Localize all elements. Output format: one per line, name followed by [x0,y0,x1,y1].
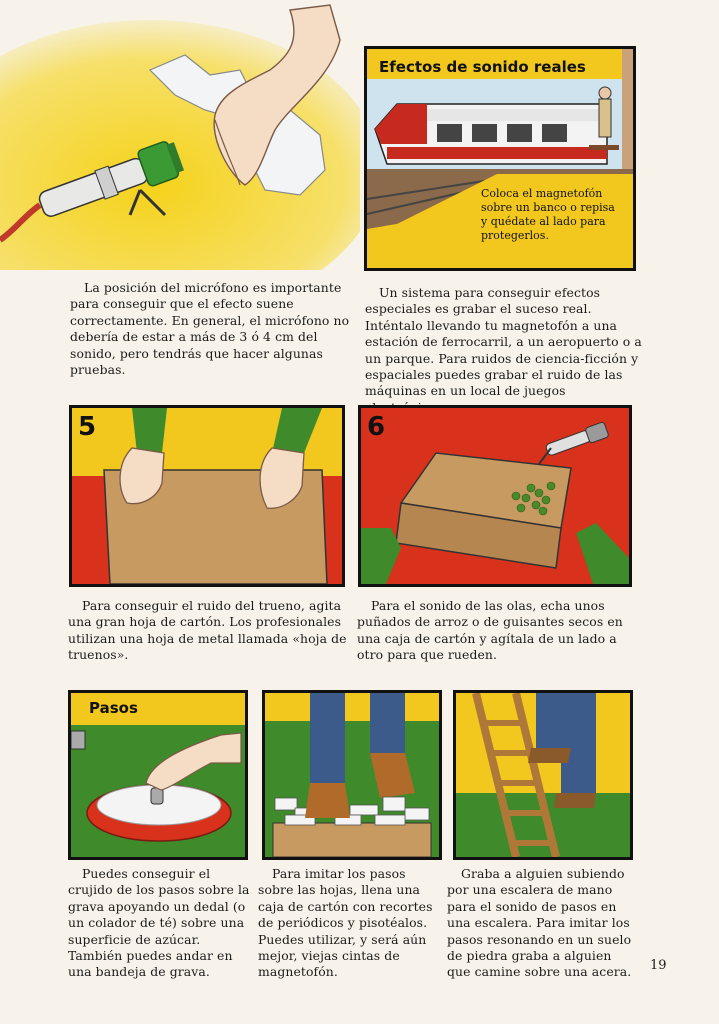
step6-paragraph: Para el sonido de las olas, echa unos puñados de arroz o de guisantes secos en una caja de cartón y agítala de un lado a otro para que rueden. [357,598,623,663]
step6-number: 6 [367,412,386,442]
steps-paragraph-gravel: Puedes conseguir el crujido de los pasos sobre la grava apoyando un dedal (o un colador de té) sobre una superficie de azúcar. También puedes andar en una bandeja de grava. [68,866,250,980]
step6-panel [358,405,632,587]
paper-box-illustration [265,693,439,857]
box-peas-illustration [361,408,629,584]
thimble-bowl-illustration [71,693,245,857]
real-effects-panel [364,46,636,271]
steps-title: Pasos [89,699,138,717]
real-effects-paragraph: Un sistema para conseguir efectos especiales es grabar el suceso real. Inténtalo llevando tu magnetofón a una estación de ferrocarril, a un aeropuerto o a un parque. Para ruidos de ciencia-ficción y espaciales puedes grabar el ruido de las máquinas en un local de juegos [365,285,642,399]
intro-paragraph: La posición del micrófono es importante para conseguir que el efecto suene correctamente. En general, el micrófono no debería de estar a más de 3 ó 4 cm del sonido, pero tendrás que hacer algunas pruebas. [70,280,350,378]
page-number: 19 [650,958,667,973]
real-effects-caption: Coloca el magnetofón sobre un banco o repisa y quédate al lado para protegerlos. [481,187,615,242]
steps-panel-leaves [262,690,442,860]
steps-paragraph-leaves: Para imitar los pasos sobre las hojas, llena una caja de cartón con recortes de periódicos y pisotéalos. Puedes utilizar, y será aún mejor, viejas cintas de magnetofón. [258,866,433,980]
real-effects-title: Efectos de sonido reales [379,58,586,76]
step5-number: 5 [78,412,97,442]
step5-panel [69,405,345,587]
steps-paragraph-ladder: Graba a alguien subiendo por una escalera de mano para el sonido de pasos en una escalera. Para imitar los pasos resonando en un suelo de piedra graba a alguien que camine sobre una acera. [447,866,632,980]
step5-paragraph: Para conseguir el ruido del trueno, agita una gran hoja de cartón. Los profesionales utilizan una hoja de metal llamada «hoja de truenos». [68,598,347,663]
cardboard-sheet-illustration [72,408,342,584]
steps-panel-ladder [453,690,633,860]
microphone-illustration [0,0,360,270]
steps-panel-gravel [68,690,248,860]
ladder-illustration [456,693,630,857]
